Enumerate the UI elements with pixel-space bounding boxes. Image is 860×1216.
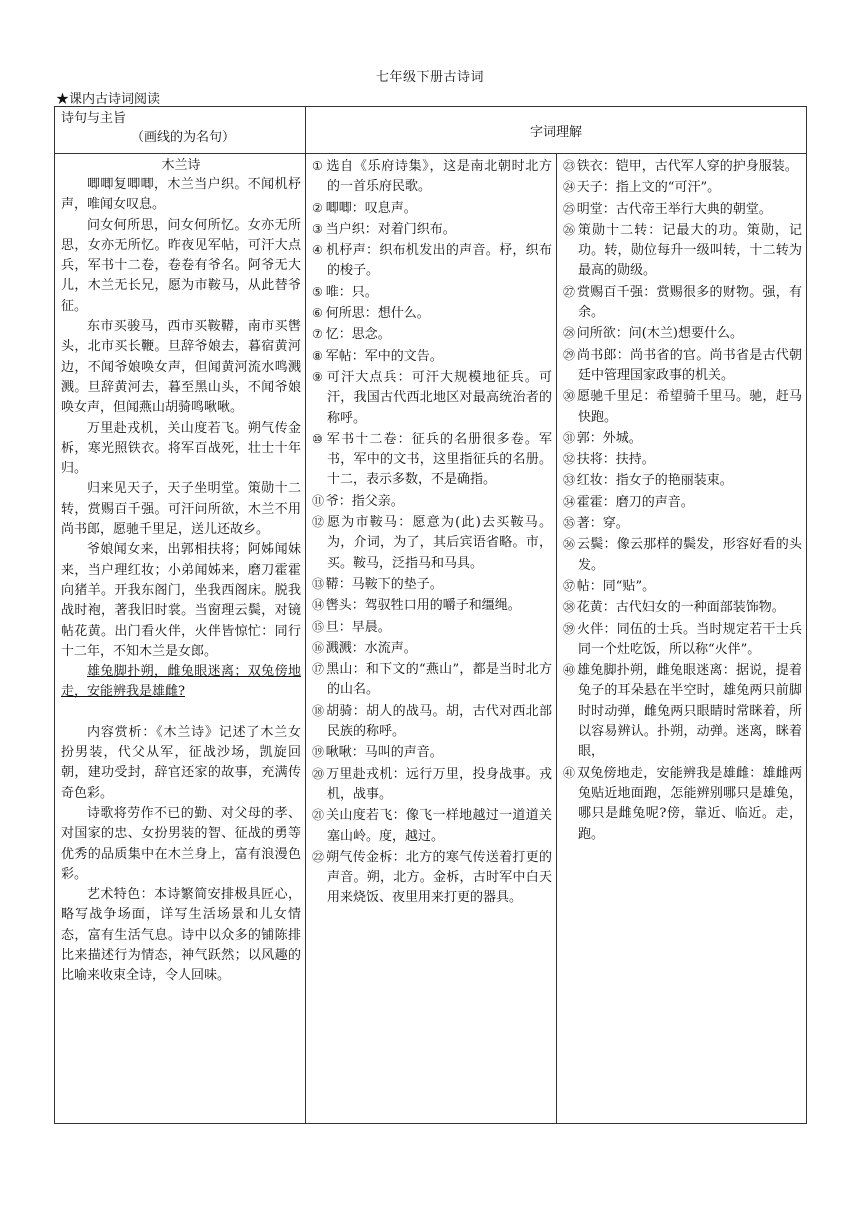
note-text: 红妆：指女子的艳丽装束。 <box>576 473 733 489</box>
note-number: ㉗ <box>563 284 576 299</box>
note-text: 何所思：想什么。 <box>325 306 430 322</box>
note-number: ④ <box>312 243 323 258</box>
vocab-note <box>563 220 802 282</box>
note-text: 唧唧：叹息声。 <box>325 200 417 216</box>
note-number: ⑤ <box>312 284 323 299</box>
note-number: ㊱ <box>563 537 576 552</box>
note-text: 鞯：马鞍下的垫子。 <box>325 576 443 592</box>
vocab-note <box>563 492 802 513</box>
vocab-note <box>312 282 552 303</box>
vocab-note <box>563 282 802 324</box>
note-text: 火伴：同伍的士兵。当时规定若干士兵同一个灶吃饭，所以称“火伴”。 <box>576 621 803 657</box>
note-number: ⑪ <box>312 493 325 508</box>
note-text: 黑山：和下文的“燕山”，都是当时北方的山名。 <box>325 662 552 698</box>
note-number: ⑱ <box>312 703 325 718</box>
note-number: ㉜ <box>563 452 576 467</box>
famous-line: 雄兔脚扑朔，雌兔眼迷离；双兔傍地走，安能辨我是雄雌? <box>61 664 301 700</box>
note-number: ㉘ <box>563 326 576 341</box>
note-number: ⑲ <box>312 745 325 760</box>
note-number: ㉖ <box>563 222 576 237</box>
note-number: ⑥ <box>312 306 323 321</box>
content-row <box>55 154 807 1124</box>
note-number: ㉔ <box>563 180 576 195</box>
vocab-note <box>563 177 802 198</box>
vocab-note <box>312 512 552 574</box>
note-text: 万里赴戎机：远行万里，投身战事。戎机，战事。 <box>325 766 552 802</box>
vocab-note <box>312 303 552 324</box>
vocab-note <box>563 576 802 597</box>
note-text: 辔头：驾驭牲口用的嚼子和缰绳。 <box>325 598 521 614</box>
note-text: 军书十二卷：征兵的名册很多卷。军书，军中的文书，这里指征兵的名册。十二，表示多数，不是确指。 <box>325 431 552 488</box>
note-number: ㉑ <box>312 808 325 823</box>
vocab-note <box>312 346 552 367</box>
note-text: 溅溅：水流声。 <box>325 640 417 656</box>
vocab-note <box>312 742 552 763</box>
note-text: 问所欲：问(木兰)想要什么。 <box>576 326 743 342</box>
note-number: ⑰ <box>312 662 325 677</box>
note-text: 爷：指父亲。 <box>325 493 404 509</box>
vocab-note <box>312 638 552 659</box>
vocab-note <box>312 240 552 282</box>
note-text: 明堂：古代帝王举行大典的朝堂。 <box>576 201 772 217</box>
vocab-note <box>563 449 802 470</box>
note-number: ㊶ <box>563 765 576 780</box>
note-text: 郭：外城。 <box>576 430 642 446</box>
header-col-poem-title: 诗句与主旨 <box>61 111 127 126</box>
note-text: 关山度若飞：像飞一样地越过一道道关塞山岭。度，越过。 <box>325 808 552 844</box>
vocab-note <box>312 659 552 701</box>
note-number: ① <box>312 159 323 173</box>
note-number: ⑯ <box>312 640 325 655</box>
note-text: 选自《乐府诗集》，这是南北朝时北方的一首乐府民歌。 <box>325 159 552 195</box>
note-text: 愿为市鞍马：愿意为(此)去买鞍马。为，介词，为了，其后宾语省略。市，买。鞍马，泛指马和马具。 <box>325 515 552 571</box>
note-text: 忆：思念。 <box>325 327 391 343</box>
vocab-note <box>312 764 552 806</box>
note-text: 铁衣：铠甲，古代军人穿的护身服装。 <box>576 159 798 174</box>
note-number: ㊲ <box>563 578 576 593</box>
vocab-note <box>312 219 552 240</box>
vocab-note <box>563 428 802 449</box>
note-number: ㉞ <box>563 494 576 509</box>
vocab-note <box>312 198 552 219</box>
note-text: 花黄：古代妇女的一种面部装饰物。 <box>576 600 785 616</box>
note-text: 天子：指上文的“可汗”。 <box>576 180 721 196</box>
note-number: ⑫ <box>312 515 325 530</box>
vocab-note <box>563 345 802 387</box>
note-text: 机杼声：织布机发出的声音。杼，织布的梭子。 <box>325 243 552 279</box>
note-text: 双兔傍地走，安能辨我是雄雌：雄雌两兔贴近地面跑，怎能辨别哪只是雄兔，哪只是雌兔呢?傍，靠近、临近。走，跑。 <box>576 765 803 842</box>
note-number: ⑦ <box>312 327 323 342</box>
vocab-note <box>312 367 552 429</box>
vocab-note <box>563 619 802 661</box>
vocab-note <box>563 156 802 177</box>
vocab-note <box>563 534 802 576</box>
note-number: ㉝ <box>563 473 576 488</box>
vocab-note <box>563 199 802 220</box>
note-number: ⑮ <box>312 619 325 634</box>
header-col-poem-subtitle: （画线的为名句） <box>131 130 236 145</box>
poem-paragraph: 归来见天子，天子坐明堂。策勋十二转，赏赐百千强。可汗问所欲，木兰不用尚书郎，愿驰千里足，送儿还故乡。 <box>61 481 301 538</box>
note-number: ㉚ <box>563 389 576 404</box>
note-text: 可汗大点兵：可汗大规模地征兵。可汗，我国古代西北地区对最高统治者的称呼。 <box>325 369 552 426</box>
note-text: 赏赐百千强：赏赐很多的财物。强，有余。 <box>576 284 803 321</box>
note-number: ㊵ <box>563 663 576 678</box>
note-number: ⑬ <box>312 576 325 591</box>
note-text: 啾啾：马叫的声音。 <box>325 745 443 761</box>
vocab-note <box>312 701 552 743</box>
note-text: 唯：只。 <box>325 284 378 300</box>
vocab-note <box>312 805 552 847</box>
poem-table <box>54 106 807 1124</box>
vocab-note <box>312 574 552 595</box>
note-text: 云鬓：像云那样的鬓发，形容好看的头发。 <box>576 537 803 573</box>
note-number: ㉕ <box>563 201 576 216</box>
note-number: ㊳ <box>563 600 576 615</box>
analysis-paragraph: 诗歌将劳作不已的勤、对父母的孝、对国家的忠、女扮男装的智、征战的勇等优秀的品质集中在木兰身上，富有浪漫色彩。 <box>61 805 301 882</box>
page-title: 七年级下册古诗词 <box>375 70 484 85</box>
note-text: 尚书郎：尚书省的官。尚书省是古代朝廷中管理国家政事的机关。 <box>576 347 803 383</box>
vocab-column-2 <box>557 154 807 1124</box>
poem-column <box>55 154 306 1124</box>
vocab-note <box>563 763 802 845</box>
vocab-note <box>312 617 552 638</box>
note-text: 军帖：军中的文告。 <box>325 348 443 364</box>
note-number: ㉙ <box>563 347 576 362</box>
poem-paragraph: 东市买骏马，西市买鞍鞯，南市买辔头，北市买长鞭。旦辞爷娘去，暮宿黄河边，不闻爷娘唤女声，但闻黄河流水鸣溅溅。旦辞黄河去，暮至黑山头，不闻爷娘唤女声，但闻燕山胡骑鸣啾啾。 <box>61 319 301 416</box>
note-text: 策勋十二转：记最大的功。策勋，记功。转，勋位每升一级叫转，十二转为最高的勋级。 <box>576 222 803 279</box>
note-number: ⑧ <box>312 348 323 363</box>
poem-paragraph: 问女何所思，问女何所忆。女亦无所思，女亦无所忆。昨夜见军帖，可汗大点兵，军书十二卷，卷卷有爷名。阿爷无大儿，木兰无长兄，愿为市鞍马，从此替爷征。 <box>61 217 301 314</box>
note-number: ㊴ <box>563 621 576 636</box>
note-text: 胡骑：胡人的战马。胡，古代对西北部民族的称呼。 <box>325 703 552 740</box>
note-number: ⑨ <box>312 369 323 384</box>
note-text: 当户织：对着门织布。 <box>325 221 456 237</box>
poem-paragraph: 唧唧复唧唧，木兰当户织。不闻机杼声，唯闻女叹息。 <box>61 177 301 213</box>
note-text: 扶将：扶持。 <box>576 452 655 468</box>
header-row <box>55 107 807 154</box>
vocab-note <box>563 660 802 762</box>
vocab-note <box>563 386 802 428</box>
note-number: ㉟ <box>563 516 576 531</box>
vocab-note <box>312 429 552 491</box>
poem-paragraph: 爷娘闻女来，出郭相扶将；阿姊闻妹来，当户理红妆；小弟闻姊来，磨刀霍霍向猪羊。开我东阁门，坐我西阁床。脱我战时袍，著我旧时裳。当窗理云鬓，对镜帖花黄。出门看火伴，火伴皆惊忙：同行十二年，不知木兰是女郎。 <box>61 542 301 659</box>
vocab-note <box>312 324 552 345</box>
note-number: ㉓ <box>563 159 576 173</box>
note-text: 朔气传金柝：北方的寒气传送着打更的声音。朔，北方。金柝，古时军中白天用来烧饭、夜里用来打更的器具。 <box>325 849 552 906</box>
vocab-note <box>312 595 552 616</box>
analysis-paragraph: 内容赏析：《木兰诗》记述了木兰女扮男装，代父从军，征战沙场，凯旋回朝，建功受封，辞官还家的故事，充满传奇色彩。 <box>61 724 301 801</box>
note-number: ⑭ <box>312 598 325 613</box>
note-number: ⑳ <box>312 766 325 781</box>
note-number: ③ <box>312 221 323 236</box>
vocab-note <box>563 470 802 491</box>
note-text: 著：穿。 <box>576 516 629 532</box>
section-label: ★课内古诗词阅读 <box>56 92 161 107</box>
header-col-poem <box>55 107 306 154</box>
vocab-note <box>563 513 802 534</box>
note-text: 旦：早晨。 <box>325 619 391 635</box>
note-number: ㉒ <box>312 849 325 864</box>
note-number: ㉛ <box>563 430 576 445</box>
note-text: 帖：同“贴”。 <box>576 578 656 594</box>
header-col-vocab: 字词理解 <box>306 107 807 154</box>
note-number: ⑩ <box>312 431 323 446</box>
vocab-column-1 <box>306 154 557 1124</box>
poem-title: 木兰诗 <box>161 158 201 173</box>
vocab-note <box>563 597 802 618</box>
note-text: 霍霍：磨刀的声音。 <box>576 494 694 510</box>
vocab-note <box>563 323 802 344</box>
poem-paragraph: 万里赴戎机，关山度若飞。朔气传金柝，寒光照铁衣。将军百战死，壮士十年归。 <box>61 420 301 477</box>
note-text: 愿驰千里足：希望骑千里马。驰，赶马快跑。 <box>576 389 803 425</box>
vocab-note <box>312 156 552 198</box>
vocab-note <box>312 491 552 512</box>
analysis-paragraph: 艺术特色：本诗繁简安排极具匠心，略写战争场面，详写生活场景和儿女情态，富有生活气息。诗中以众多的铺陈排比来描述行为情态，神气跃然；以风趣的比喻来收束全诗，令人回味。 <box>61 887 301 984</box>
note-number: ② <box>312 200 323 215</box>
vocab-note <box>312 847 552 909</box>
note-text: 雄兔脚扑朔，雌兔眼迷离：据说，提着兔子的耳朵悬在半空时，雄兔两只前脚时时动弹，雌兔两只眼睛时常眯着，所以容易辨认。扑朔，动弹。迷离，眯着眼， <box>576 663 803 760</box>
